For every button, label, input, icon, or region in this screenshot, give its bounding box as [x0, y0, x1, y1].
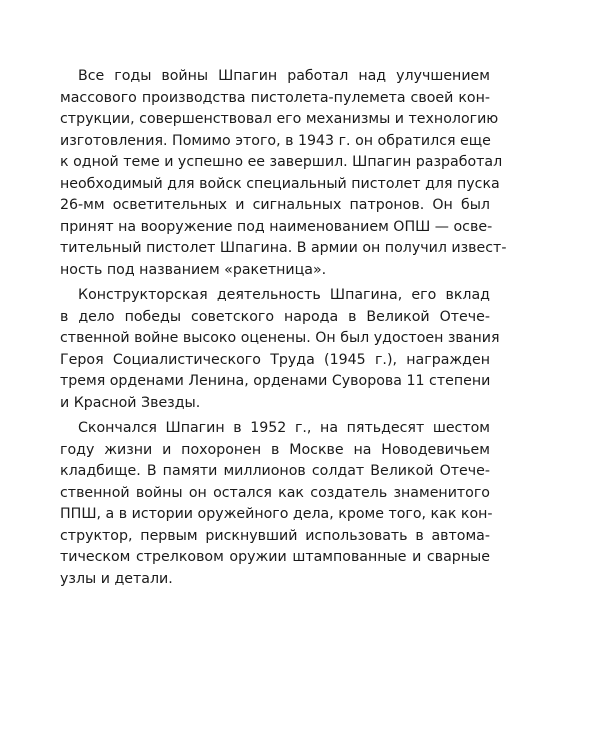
paragraph — [60, 66, 507, 281]
text-line: массового производства пистолета-пулемета своей кон- — [60, 89, 490, 106]
paragraph — [60, 285, 500, 414]
text-line: 26-мм осветительных и сигнальных патронов. Он был — [60, 197, 490, 213]
text-line: узлы и детали. — [60, 570, 173, 587]
text-line: струкции, совершенствовал его механизмы и технологию — [60, 111, 499, 127]
text-line: изготовления. Помимо этого, в 1943 г. он обратился еще — [60, 132, 491, 149]
text-line: принят на вооружение под наименованием ОПШ — осве- — [60, 218, 493, 235]
text-line: Скончался Шпагин в 1952 г., на пятьдесят шестом — [78, 420, 490, 436]
text-line: году жизни и похоронен в Москве на Новодевичьем — [60, 441, 490, 458]
body-text — [60, 66, 507, 594]
text-line: Все годы войны Шпагин работал над улучшением — [78, 68, 490, 84]
text-line: к одной теме и успешно ее завершил. Шпагин разработал — [60, 154, 503, 170]
text-line: в дело победы советского народа в Великой Отече- — [60, 308, 490, 325]
text-line: тическом стрелковом оружии штампованные и сварные — [60, 549, 490, 565]
text-line: необходимый для войск специальный пистолет для пуска — [60, 175, 500, 192]
text-line: и Красной Звезды. — [60, 394, 201, 411]
text-line: ственной войны он остался как создатель знаменитого — [60, 484, 490, 501]
paragraph — [60, 418, 493, 590]
text-line: структор, первым рискнувший использовать в автома- — [60, 527, 490, 544]
text-line: Конструкторская деятельность Шпагина, его вклад — [78, 287, 490, 303]
text-line: ППШ, а в истории оружейного дела, кроме того, как кон- — [60, 506, 493, 522]
text-line: тремя орденами Ленина, орденами Суворова 11 степени — [60, 373, 491, 389]
text-line: ность под названием «ракетница». — [60, 261, 327, 278]
text-line: ственной войне высоко оценены. Он был удостоен звания — [60, 330, 500, 346]
text-line: кладбище. В памяти миллионов солдат Великой Отече- — [60, 463, 490, 479]
text-line: Героя Социалистического Труда (1945 г.), награжден — [60, 351, 490, 368]
text-line: тительный пистолет Шпагина. В армии он получил извест- — [60, 240, 507, 256]
